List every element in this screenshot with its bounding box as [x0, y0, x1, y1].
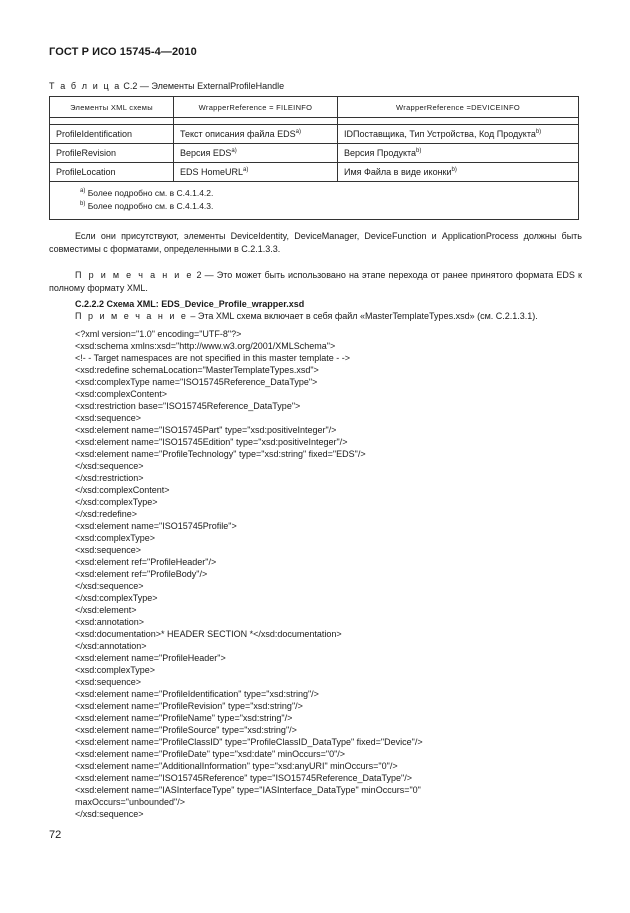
table-cell [338, 125, 579, 144]
cell-text: IDПоставщика, Тип Устройства, Код Продукта [344, 129, 536, 139]
column-header: Элементы XML схемы [50, 97, 174, 118]
code-line: <xsd:element name="ProfileName" type="xsd:string"/> [75, 713, 293, 723]
table-cell: ProfileLocation [50, 163, 174, 182]
code-line: <!- - Target namespaces are not specified in this master template - -> [75, 353, 350, 363]
code-line: <xsd:element name="ProfileSource" type="xsd:string"/> [75, 725, 297, 735]
table-caption-prefix: Т а б л и ц а [49, 81, 121, 91]
code-line: <xsd:element name="ProfileRevision" type="xsd:string"/> [75, 701, 303, 711]
body-paragraph: Если они присутствуют, элементы DeviceIdentity, DeviceManager, DeviceFunction и ApplicationProcess должны быть совместимы с форматами, определенными в С.2.1.3.3. [49, 231, 582, 254]
code-line: <xsd:element name="ISO15745Reference" type="ISO15745Reference_DataType"/> [75, 773, 412, 783]
note-label: П р и м е ч а н и е [75, 311, 188, 321]
code-line: <xsd:element name="ISO15745Edition" type="xsd:positiveInteger"/> [75, 437, 348, 447]
code-line: <xsd:element name="ProfileDate" type="xsd:date" minOccurs="0"/> [75, 749, 346, 759]
footnote-mark: a) [295, 129, 301, 135]
cell-text: Версия EDS [180, 148, 232, 158]
code-line: <xsd:element name="ProfileClassID" type="ProfileClassID_DataType" fixed="Device"/> [75, 737, 423, 747]
code-line: <xsd:redefine schemaLocation="MasterTemplateTypes.xsd"> [75, 365, 319, 375]
footnote-mark: b) [416, 148, 422, 154]
table-row [50, 144, 579, 163]
table-footnotes [50, 182, 579, 220]
code-line: <xsd:complexType> [75, 665, 156, 675]
footnote-mark: b) [451, 167, 457, 173]
cell-text: EDS HomeURL [180, 167, 244, 177]
table-cell [338, 163, 579, 182]
xml-code-block [75, 328, 590, 820]
footnote-mark: b) [80, 201, 86, 207]
footnote-mark: a) [80, 188, 86, 194]
code-line: <xsd:complexType name="ISO15745Reference_DataType"> [75, 377, 318, 387]
code-line: </xsd:sequence> [75, 461, 144, 471]
footnote-mark: a) [243, 167, 249, 173]
section-heading: С.2.2.2 Схема XML: EDS_Device_Profile_wrapper.xsd [75, 299, 305, 309]
code-line: <xsd:complexContent> [75, 389, 168, 399]
note-text: – Эта XML схема включает в себя файл «MasterTemplateTypes.xsd» (см. С.2.1.3.1). [187, 311, 538, 321]
note-label: П р и м е ч а н и е [75, 270, 194, 280]
code-line: <xsd:annotation> [75, 617, 145, 627]
table-cell [338, 144, 579, 163]
column-header: WrapperReference =DEVICEINFO [338, 97, 579, 118]
code-line: </xsd:annotation> [75, 641, 147, 651]
code-line: <xsd:complexType> [75, 533, 156, 543]
note-text: 2 — Это может быть использовано на этапе перехода от ранее принятого формата EDS к полному формату XML. [49, 270, 582, 293]
column-header: WrapperReference = FILEINFO [174, 97, 338, 118]
code-line: <xsd:element name="ProfileIdentification" type="xsd:string"/> [75, 689, 319, 699]
note-paragraph [49, 310, 582, 323]
page-header: ГОСТ Р ИСО 15745-4—2010 [49, 46, 197, 58]
table-cell [174, 144, 338, 163]
code-line: <xsd:restriction base="ISO15745Reference_DataType"> [75, 401, 301, 411]
code-line: <xsd:element name="AdditionalInformation" type="xsd:anyURI" minOccurs="0"/> [75, 761, 398, 771]
code-line: <xsd:element name="ISO15745Profile"> [75, 521, 237, 531]
code-line: <xsd:element name="ProfileTechnology" type="xsd:string" fixed="EDS"/> [75, 449, 366, 459]
code-line: <xsd:element ref="ProfileHeader"/> [75, 557, 217, 567]
code-line: </xsd:complexType> [75, 497, 158, 507]
table-cell: ProfileIdentification [50, 125, 174, 144]
code-line: <xsd:schema xmlns:xsd="http://www.w3.org/2001/XMLSchema"> [75, 341, 336, 351]
footnote [80, 187, 578, 200]
code-line: maxOccurs="unbounded"/> [75, 797, 185, 807]
code-line: </xsd:element> [75, 605, 137, 615]
footnote-text: Более подробно см. в С.4.1.4.3. [87, 201, 214, 211]
table-cell [174, 163, 338, 182]
code-line: <xsd:sequence> [75, 677, 142, 687]
code-line: </xsd:redefine> [75, 509, 138, 519]
table-row [50, 125, 579, 144]
code-line: <xsd:sequence> [75, 413, 142, 423]
code-line: <xsd:element name="ProfileHeader"> [75, 653, 226, 663]
code-line: <xsd:sequence> [75, 545, 142, 555]
code-line: </xsd:restriction> [75, 473, 144, 483]
footnote-mark: b) [535, 129, 542, 135]
footnote-text: Более подробно см. в С.4.1.4.2. [87, 188, 214, 198]
code-line: <xsd:element name="IASInterfaceType" type="IASInterface_DataType" minOccurs="0" [75, 785, 421, 795]
code-line: </xsd:sequence> [75, 809, 144, 819]
table-caption [49, 81, 284, 91]
table-row [50, 163, 579, 182]
footnote [80, 200, 578, 213]
cell-text: Версия Продукта [344, 148, 417, 158]
note-paragraph [49, 269, 582, 295]
code-line: </xsd:complexType> [75, 593, 158, 603]
code-line: <xsd:element name="ISO15745Part" type="xsd:positiveInteger"/> [75, 425, 337, 435]
footnote-mark: a) [231, 148, 237, 154]
table-cell [174, 125, 338, 144]
code-line: </xsd:sequence> [75, 581, 144, 591]
code-line: <xsd:documentation>* HEADER SECTION *</xsd:documentation> [75, 629, 342, 639]
code-line: <xsd:element ref="ProfileBody"/> [75, 569, 208, 579]
code-line: </xsd:complexContent> [75, 485, 170, 495]
page-number: 72 [49, 829, 62, 841]
table-caption-text: С.2 — Элементы ExternalProfileHandle [123, 81, 285, 91]
profile-handle-table [49, 96, 579, 220]
table-cell: ProfileRevision [50, 144, 174, 163]
cell-text: Имя Файла в виде иконки [344, 167, 452, 177]
code-line: <?xml version="1.0" encoding="UTF-8"?> [75, 329, 242, 339]
cell-text: Текст описания файла EDS [180, 129, 296, 139]
